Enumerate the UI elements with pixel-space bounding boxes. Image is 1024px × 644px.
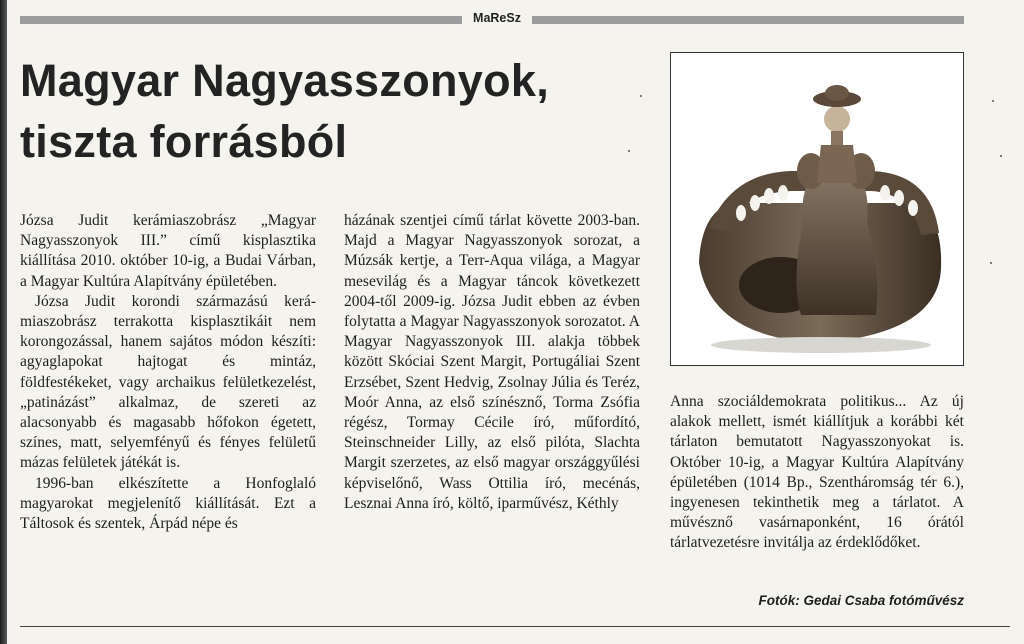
paragraph: Józsa Judit kerámiaszobrász „Magyar Nagyasszonyok III.” című kisplasztika kiállítása 2010. október 10-ig, a Budai Várban, a Magyar Kultúra Alapítvány épületében. xyxy=(20,212,316,290)
scan-speck xyxy=(1000,155,1002,157)
bottom-rule xyxy=(20,626,1010,627)
paragraph: Józsa Judit korondi származású kerámiaszobrász terrakotta kisplasztikáit nem korongozással, hanem sajátos módon készíti: agyaglapokat hajtogat és mintáz, földfestékeket, vagy archaikus felületkezelést, „patinázást” alkalmaz, de szereti az alacsonyabb és magasabb hőfokon égetett, színes, matt, selyemfényű és fényes felületű mázas felületek játékát is. xyxy=(20,292,316,472)
article-headline xyxy=(20,50,660,172)
scan-speck xyxy=(628,150,630,152)
article-column-2 xyxy=(344,211,640,514)
headline-line-2: tiszta forrásból xyxy=(20,116,348,167)
sculpture-photo xyxy=(670,52,964,366)
paragraph: Anna szociáldemokrata politikus... Az új alakok mellett, ismét kiállítjuk a korábbi két tárlaton bemutatott Nagyasszonyokat is. Október 10-ig, a Magyar Kultúra Alapítvány épületében (1014 Bp., Szentháromság tér 6.), ingyenesen tekinthetik meg a tárlatot. A művésznő vasárnaponként, 16 órától tárlatvezetésre invitálja az érdeklődőket. xyxy=(670,393,964,552)
article-column-1 xyxy=(20,211,316,534)
scan-speck xyxy=(640,95,642,97)
photo-credit: Fotók: Gedai Csaba fotóművész xyxy=(758,593,964,608)
headline-line-1: Magyar Nagyasszonyok, xyxy=(20,55,550,106)
ceramic-figurine-icon xyxy=(671,53,963,365)
paragraph: 1996-ban elkészítette a Honfoglaló magyarokat megjelenítő kiállítását. Ezt a Táltosok és szentek, Árpád népe és xyxy=(20,474,316,533)
paragraph: házának szentjei című tárlat követte 2003-ban. Majd a Magyar Nagyasszonyok sorozat, a Múzsák kertje, a Terr-Aqua világa, a Magyar mesevilág és a Magyar táncok következett 2004-től 2009-ig. Józsa Judit ebben az évben folytatta a Magyar Nagyasszonyok sorozatot. A Magyar Nagyasszonyok III. alakja többek között Skóciai Szent Margit, Portugáliai Szent Erzsébet, Szent Hedvig, Zsolnay Júlia és Teréz, Moór Anna, az első színésznő, Torma Zsófia régész, Tormay Cécile író, műfordító, Steinschneider Lilly, az első pilóta, Slachta Margit szerzetes, az első magyar országgyűlési képviselőnő, Wass Ottilia író, mecénás, Lesznai Anna író, költő, iparművész, Kéthly xyxy=(344,212,640,512)
scan-speck xyxy=(992,100,994,102)
header-rule-right xyxy=(532,16,964,24)
scan-speck xyxy=(990,262,992,264)
section-label: MaReSz xyxy=(473,11,521,25)
page-binding-edge xyxy=(0,0,7,644)
article-column-3 xyxy=(670,392,964,554)
header-rule-left xyxy=(20,16,462,24)
